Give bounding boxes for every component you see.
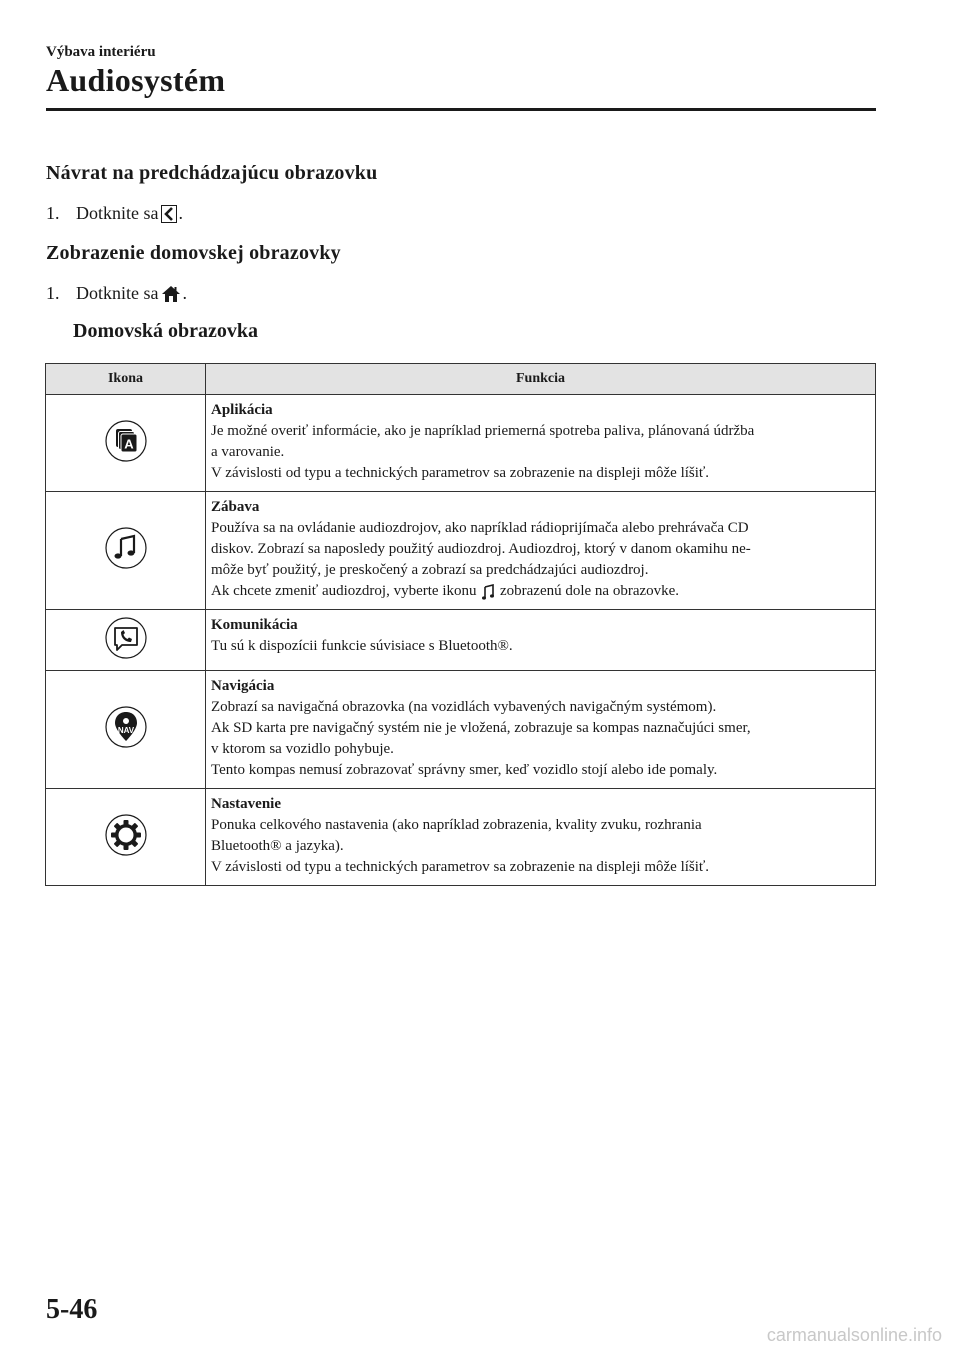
row-text: Ponuka celkového nastavenia (ako napríklad zobrazenia, kvality zvuku, rozhrania bbox=[211, 817, 702, 833]
home-heading: Zobrazenie domovskej obrazovky bbox=[46, 242, 341, 264]
row-text: môže byť použitý, je preskočený a zobrazí sa predchádzajúci audiozdroj. bbox=[211, 562, 649, 578]
home-step-text: Dotknite sa bbox=[76, 283, 159, 303]
table-row bbox=[46, 671, 876, 789]
function-cell bbox=[206, 492, 876, 610]
home-step-number: 1. bbox=[46, 283, 60, 303]
icon-cell bbox=[46, 610, 206, 671]
row-text: Tento kompas nemusí zobrazovať správny smer, keď vozidlo stojí alebo ide pomaly. bbox=[211, 762, 718, 778]
back-step bbox=[46, 203, 183, 224]
table-row bbox=[46, 395, 876, 492]
gear-icon bbox=[104, 813, 148, 857]
row-title: Zábava bbox=[211, 499, 260, 515]
home-subheading: Domovská obrazovka bbox=[73, 320, 259, 342]
watermark: carmanualsonline.info bbox=[766, 1325, 942, 1345]
col-icon-header: Ikona bbox=[46, 364, 206, 395]
nav-icon-label: NAV bbox=[117, 726, 134, 735]
row-text: Ak chcete zmeniť audiozdroj, vyberte ikonu bbox=[211, 583, 477, 599]
music-note-icon bbox=[482, 584, 494, 600]
back-step-end: . bbox=[178, 203, 183, 223]
home-icon bbox=[161, 285, 181, 303]
icon-cell bbox=[46, 789, 206, 886]
row-text: Ak SD karta pre navigačný systém nie je vložená, zobrazuje sa kompas naznačujúci smer, bbox=[211, 720, 751, 736]
row-text: Používa sa na ovládanie audiozdrojov, ako napríklad rádioprijímača alebo prehrávača CD bbox=[211, 520, 749, 536]
row-title: Komunikácia bbox=[211, 617, 298, 633]
home-step-end: . bbox=[182, 283, 187, 303]
section-label: Výbava interiéru bbox=[46, 44, 156, 60]
function-cell bbox=[206, 789, 876, 886]
home-screen-table bbox=[45, 363, 876, 886]
row-text: a varovanie. bbox=[211, 444, 285, 460]
function-cell bbox=[206, 671, 876, 789]
applications-icon bbox=[104, 419, 148, 463]
chevron-left-icon bbox=[161, 205, 177, 223]
icon-cell bbox=[46, 395, 206, 492]
row-title: Nastavenie bbox=[211, 796, 281, 812]
function-cell bbox=[206, 395, 876, 492]
col-function-header: Funkcia bbox=[206, 364, 876, 395]
row-text-with-icon bbox=[211, 581, 865, 602]
music-note-icon bbox=[104, 526, 148, 570]
phone-icon bbox=[104, 616, 148, 660]
row-text: V závislosti od typu a technických parametrov sa zobrazenie na displeji môže líšiť. bbox=[211, 859, 710, 875]
row-text: Je možné overiť informácie, ako je napríklad priemerná spotreba paliva, plánovaná údržba bbox=[211, 423, 755, 439]
row-text: Bluetooth® a jazyka). bbox=[211, 838, 344, 854]
title-divider bbox=[46, 108, 876, 111]
row-text: v ktorom sa vozidlo pohybuje. bbox=[211, 741, 394, 757]
row-text: zobrazenú dole na obrazovke. bbox=[499, 583, 680, 599]
row-text: diskov. Zobrazí sa naposledy použitý audiozdroj. Audiozdroj, ktorý v danom okamihu ne- bbox=[211, 541, 751, 557]
row-text: Tu sú k dispozícii funkcie súvisiace s Bluetooth®. bbox=[211, 638, 513, 654]
page-number: 5-46 bbox=[46, 1294, 98, 1325]
table-row bbox=[46, 789, 876, 886]
back-step-text: Dotknite sa bbox=[76, 203, 159, 223]
row-title: Navigácia bbox=[211, 678, 275, 694]
back-heading: Návrat na predchádzajúcu obrazovku bbox=[46, 162, 378, 184]
page-title: Audiosystém bbox=[46, 62, 226, 98]
function-cell bbox=[206, 610, 876, 671]
home-step bbox=[46, 283, 187, 304]
row-title: Aplikácia bbox=[211, 402, 273, 418]
navigation-icon bbox=[104, 705, 148, 749]
back-step-number: 1. bbox=[46, 203, 60, 223]
icon-cell bbox=[46, 671, 206, 789]
table-row bbox=[46, 610, 876, 671]
icon-cell bbox=[46, 492, 206, 610]
svg-text:A: A bbox=[123, 436, 134, 451]
row-text: V závislosti od typu a technických parametrov sa zobrazenie na displeji môže líšiť. bbox=[211, 465, 710, 481]
table-header-row bbox=[46, 364, 876, 395]
row-text: Zobrazí sa navigačná obrazovka (na vozidlách vybavených navigačným systémom). bbox=[211, 699, 717, 715]
table-row bbox=[46, 492, 876, 610]
